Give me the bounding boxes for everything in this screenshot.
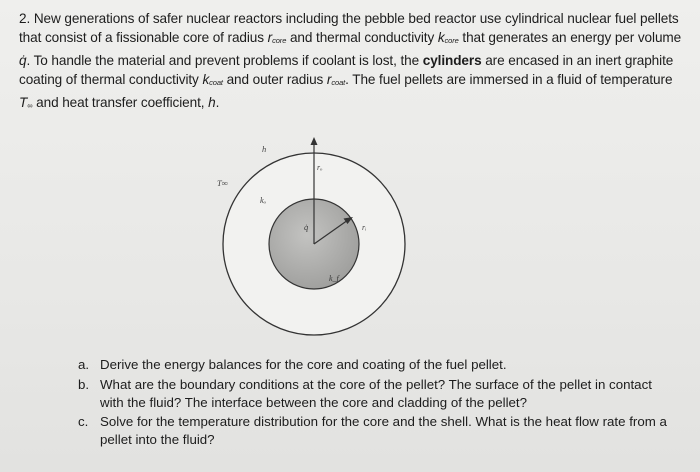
k-core-symbol: k bbox=[437, 30, 445, 46]
text-run: that generates an energy per volume bbox=[458, 30, 682, 46]
question-part-a bbox=[78, 356, 678, 374]
text-run: and outer radius bbox=[222, 72, 327, 88]
r-outer-label: rₒ bbox=[317, 163, 323, 172]
k-coat-subscript: coat bbox=[209, 78, 223, 88]
t-inf-symbol: T bbox=[19, 94, 28, 110]
q-dot-label: q̇ bbox=[304, 222, 309, 232]
k-outer-label: kₒ bbox=[260, 195, 267, 205]
r-inner-label: rᵢ bbox=[362, 223, 367, 232]
r-core-symbol: r bbox=[267, 30, 273, 46]
text-run: and thermal conductivity bbox=[286, 30, 438, 46]
question-parts bbox=[78, 356, 678, 451]
k-core-subscript: core bbox=[444, 36, 459, 46]
part-text: Derive the energy balances for the core and coating of the fuel pellet. bbox=[100, 357, 507, 372]
outer-radius-arrowhead bbox=[311, 137, 318, 145]
h-symbol: h bbox=[208, 94, 216, 110]
r-coat-symbol: r bbox=[326, 72, 332, 88]
text-run: are encased in an inert graphite coating of thermal conductivity bbox=[19, 52, 674, 88]
part-text: What are the boundary conditions at the core of the pellet? The surface of the pellet in contact with the fluid? The interface between the core and cladding of the pellet? bbox=[100, 376, 652, 410]
h-label: h bbox=[262, 144, 267, 154]
t-inf-label: T∞ bbox=[217, 178, 228, 188]
part-text: Solve for the temperature distribution for the core and the shell. What is the heat flow rate from a pellet into the fluid? bbox=[100, 414, 667, 448]
k-coat-symbol: k bbox=[202, 72, 210, 88]
part-label: b. bbox=[78, 376, 90, 392]
problem-statement bbox=[19, 9, 683, 115]
question-part-b bbox=[78, 376, 678, 412]
part-label: c. bbox=[78, 414, 89, 430]
text-run: . The fuel pellets are immersed in a fluid of temperature bbox=[345, 72, 673, 88]
problem-paragraph bbox=[19, 9, 683, 115]
q-dot-symbol: q̇ bbox=[19, 52, 27, 68]
t-inf-subscript: ∞ bbox=[27, 100, 33, 110]
question-part-c bbox=[78, 413, 678, 449]
r-coat-subscript: coat bbox=[331, 78, 346, 88]
text-run: and heat transfer coefficient, bbox=[32, 94, 209, 110]
text-run: . bbox=[215, 94, 220, 110]
text-run: 2. New generations of safer nuclear reactors including the pebble bed reactor use cylindrical nuclear fuel pellets that consist of a fissionable core of radius bbox=[19, 11, 679, 46]
r-core-subscript: core bbox=[272, 36, 287, 46]
text-run: . To handle the material and prevent problems if coolant is lost, the bbox=[26, 52, 423, 68]
cylinders-bold: cylinders bbox=[422, 52, 482, 68]
k-core-label: k_f bbox=[329, 274, 339, 283]
part-label: a. bbox=[78, 357, 90, 372]
fuel-pellet-diagram bbox=[190, 130, 420, 356]
